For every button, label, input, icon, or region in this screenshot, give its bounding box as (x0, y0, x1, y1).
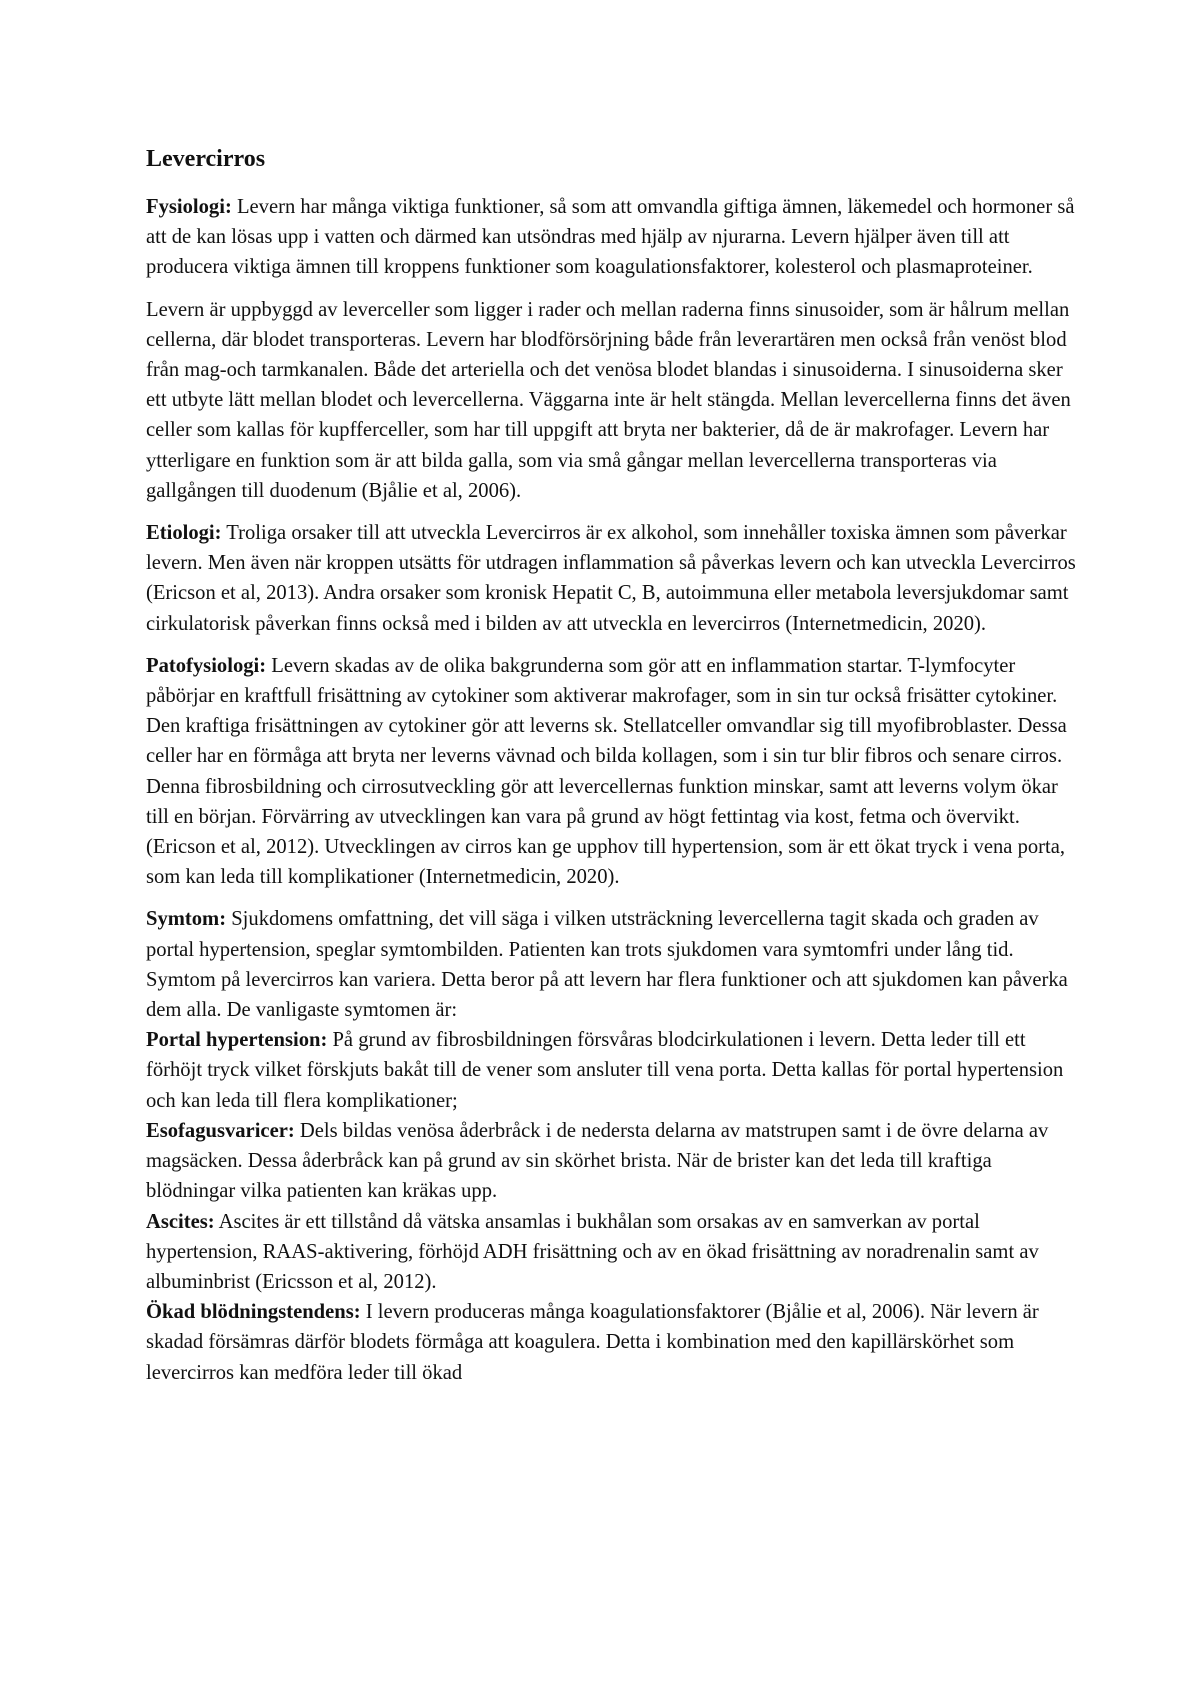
section-label-symtom: Symtom: (146, 908, 227, 931)
paragraph-patofysiologi (146, 651, 1076, 893)
paragraph-fysiologi (146, 192, 1076, 283)
symptom-item-esofagusvaricer (146, 1116, 1076, 1207)
section-text-patofysiologi: Levern skadas av de olika bakgrunderna som gör att en inflammation startar. T-lymfocyter påbörjar en kraftfull frisättning av cytokiner som aktiverar makrofager, som in sin tur också frisätter cytokiner. Den kraftiga frisättningen av cytokiner gör att leverns sk. Stellatceller omvandlar sig till myofibroblaster. Dessa celler har en förmåga att bryta ner leverns vävnad och bilda kollagen, som i sin tur blir fibros och senare cirros. Denna fibrosbildning och cirrosutveckling gör att levercellernas funktion minskar, samt att leverns volym ökar till en början. Förvärring av utvecklingen kan vara på grund av högt fettintag via kost, fetma och övervikt. (Ericson et al, 2012). Utvecklingen av cirros kan ge upphov till hypertension, som är ett ökat tryck i vena porta, som kan leda till komplikationer (Internetmedicin, 2020). (146, 654, 1067, 889)
symptom-label-okad-blodningstendens: Ökad blödningstendens: (146, 1301, 361, 1324)
symptom-label-portal-hypertension: Portal hypertension: (146, 1029, 328, 1052)
section-label-fysiologi: Fysiologi: (146, 196, 232, 218)
symptom-item-ascites (146, 1207, 1076, 1298)
paragraph-symtom (146, 904, 1076, 1025)
section-text-uppbyggnad: Levern är uppbyggd av leverceller som ligger i rader och mellan raderna finns sinusoider, som är hålrum mellan cellerna, där blodet transporteras. Levern har blodförsörjning både från leverartären men också från venöst blod från mag-och tarmkanalen. Både det arteriella och det venösa blodet blandas i sinusoiderna. I sinusoiderna sker ett utbyte lätt mellan blodet och levercellerna. Väggarna inte är helt stängda. Mellan levercellerna finns det även celler som kallas för kupfferceller, som har till uppgift att bryta ner bakterier, då de är makrofager. Levern har ytterligare en funktion som är att bilda galla, som via små gångar mellan levercellerna transporteras via gallgången till duodenum (Bjålie et al, 2006). (146, 298, 1071, 502)
symptom-text-esofagusvaricer: Dels bildas venösa åderbråck i de nedersta delarna av matstrupen samt i de övre delarna av magsäcken. Dessa åderbråck kan på grund av sin skörhet brista. När de brister kan det leda till kraftiga blödningar vilka patienten kan kräkas upp. (146, 1119, 1049, 1203)
symptom-label-ascites: Ascites: (146, 1210, 215, 1233)
symptom-item-okad-blodningstendens (146, 1297, 1076, 1388)
document-title: Levercirros (146, 146, 266, 172)
section-label-patofysiologi: Patofysiologi: (146, 654, 267, 677)
symptom-text-portal-hypertension: På grund av fibrosbildningen försvåras blodcirkulationen i levern. Detta leder till ett förhöjt tryck vilket förskjuts bakåt till de vener som ansluter till vena porta. Detta kallas för portal hypertension och kan leda till flera komplikationer; (146, 1029, 1064, 1112)
section-label-etiologi: Etiologi: (146, 522, 222, 545)
symptom-text-okad-blodningstendens: I levern produceras många koagulationsfaktorer (Bjålie et al, 2006). När levern är skadad försämras därför blodets förmåga att koagulera. Detta i kombination med den kapillärskörhet som levercirros kan medföra leder till ökad (146, 1301, 1039, 1384)
symptom-item-portal-hypertension (146, 1025, 1076, 1116)
section-text-etiologi: Troliga orsaker till att utveckla Levercirros är ex alkohol, som innehåller toxiska ämnen som påverkar levern. Men även när kroppen utsätts för utdragen inflammation så påverkas levern och kan utveckla Levercirros (Ericson et al, 2013). Andra orsaker som kronisk Hepatit C, B, autoimmuna eller metabola leversjukdomar samt cirkulatorisk påverkan finns också med i bilden av att utveckla en levercirros (Internetmedicin, 2020). (146, 522, 1076, 635)
section-text-fysiologi: Levern har många viktiga funktioner, så som att omvandla giftiga ämnen, läkemedel och hormoner så att de kan lösas upp i vatten och därmed kan utsöndras med hjälp av njurarna. Levern hjälper även till att producera viktiga ämnen till kroppens funktioner som koagulationsfaktorer, kolesterol och plasmaproteiner. (146, 196, 1075, 279)
symptom-label-esofagusvaricer: Esofagusvaricer: (146, 1119, 295, 1142)
section-text-symtom: Sjukdomens omfattning, det vill säga i vilken utsträckning levercellerna tagit skada och graden av portal hypertension, speglar symtombilden. Patienten kan trots sjukdomen vara symtomfri under lång tid. Symtom på levercirros kan variera. Detta beror på att levern har flera funktioner och att sjukdomen kan påverka dem alla. De vanligaste symtomen är: (146, 908, 1068, 1022)
paragraph-etiologi (146, 518, 1076, 639)
symptom-text-ascites: Ascites är ett tillstånd då vätska ansamlas i bukhålan som orsakas av en samverkan av portal hypertension, RAAS-aktivering, förhöjd ADH frisättning och av en ökad frisättning av noradrenalin samt av albuminbrist (Ericsson et al, 2012). (146, 1210, 1039, 1293)
paragraph-leverns-uppbyggnad (146, 295, 1076, 506)
document-body (146, 144, 1076, 1388)
